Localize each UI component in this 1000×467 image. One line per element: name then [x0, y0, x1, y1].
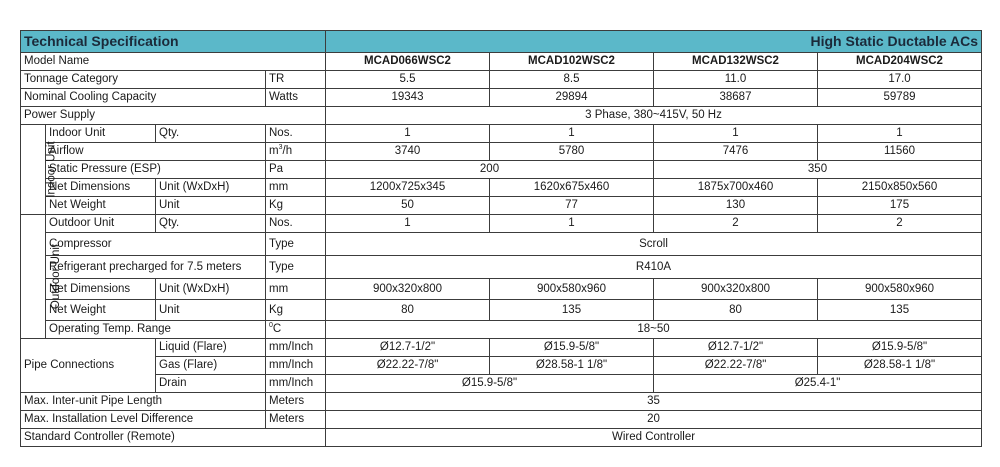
header-right-title: High Static Ductable ACs	[326, 31, 982, 53]
unit-cell: Pa	[266, 161, 326, 179]
value-cell: Ø15.9-5/8"	[490, 339, 654, 357]
pipe-liquid-row	[21, 339, 982, 357]
unit-cell: mm/Inch	[266, 375, 326, 393]
row-label: Refrigerant precharged for 7.5 meters	[46, 256, 266, 279]
indoor-unit-group-label: Indoor Unit	[21, 125, 46, 215]
outdoor-weight-row	[21, 300, 982, 321]
unit-cell: Watts	[266, 89, 326, 107]
value-cell: 900x580x960	[490, 279, 654, 300]
unit-cell: Kg	[266, 197, 326, 215]
sub-label: Qty.	[156, 125, 266, 143]
power-supply-row	[21, 107, 982, 125]
controller-row	[21, 429, 982, 447]
unit-cell: $^0$C	[266, 321, 326, 339]
header-row	[21, 31, 982, 53]
value-cell: 19343	[326, 89, 490, 107]
row-label: Power Supply	[21, 107, 326, 125]
unit-cell: Nos.	[266, 215, 326, 233]
value-cell: 1	[326, 125, 490, 143]
unit-cell: Kg	[266, 300, 326, 321]
value-cell: 2	[654, 215, 818, 233]
value-cell: 59789	[818, 89, 982, 107]
outdoor-unit-group-label: Outdoor Unit	[21, 215, 46, 339]
sub-label: Unit (WxDxH)	[156, 279, 266, 300]
value-cell: 1	[818, 125, 982, 143]
model-name-cell: MCAD102WSC2	[490, 53, 654, 71]
value-cell: 1	[490, 125, 654, 143]
value-cell: Ø25.4-1"	[654, 375, 982, 393]
cooling-capacity-row	[21, 89, 982, 107]
value-cell: Ø28.58-1 1/8"	[818, 357, 982, 375]
sub-label: Unit (WxDxH)	[156, 179, 266, 197]
value-cell: 20	[326, 411, 982, 429]
sub-label: Unit	[156, 197, 266, 215]
unit-cell: Type	[266, 256, 326, 279]
unit-cell: TR	[266, 71, 326, 89]
value-cell: 135	[490, 300, 654, 321]
row-label: Model Name	[21, 53, 326, 71]
unit-cell: mm	[266, 179, 326, 197]
technical-specification-table	[20, 30, 982, 447]
refrigerant-row	[21, 256, 982, 279]
value-cell: 5.5	[326, 71, 490, 89]
value-cell: R410A	[326, 256, 982, 279]
value-cell: 130	[654, 197, 818, 215]
value-cell: 18~50	[326, 321, 982, 339]
pipe-gas-row	[21, 357, 982, 375]
model-row	[21, 53, 982, 71]
outdoor-dimensions-row	[21, 279, 982, 300]
value-cell: 900x320x800	[654, 279, 818, 300]
value-cell: 11560	[818, 143, 982, 161]
max-level-difference-row	[21, 411, 982, 429]
value-cell: 29894	[490, 89, 654, 107]
value-cell: Ø15.9-5/8"	[818, 339, 982, 357]
static-pressure-row	[21, 161, 982, 179]
value-cell: Ø12.7-1/2"	[654, 339, 818, 357]
value-cell: 1	[490, 215, 654, 233]
value-cell: Ø12.7-1/2"	[326, 339, 490, 357]
value-cell: 5780	[490, 143, 654, 161]
row-label: Net Weight	[46, 197, 156, 215]
model-name-cell: MCAD066WSC2	[326, 53, 490, 71]
spec-table-container	[20, 30, 982, 447]
row-label: Nominal Cooling Capacity	[21, 89, 266, 107]
value-cell: 2150x850x560	[818, 179, 982, 197]
value-cell: 35	[326, 393, 982, 411]
row-label: Net Dimensions	[46, 179, 156, 197]
unit-cell: mm/Inch	[266, 339, 326, 357]
value-cell: 3 Phase, 380~415V, 50 Hz	[326, 107, 982, 125]
sub-label: Liquid (Flare)	[156, 339, 266, 357]
value-cell: 350	[654, 161, 982, 179]
airflow-row	[21, 143, 982, 161]
model-name-cell: MCAD204WSC2	[818, 53, 982, 71]
pipe-drain-row	[21, 375, 982, 393]
value-cell: Ø28.58-1 1/8"	[490, 357, 654, 375]
header-left-title: Technical Specification	[21, 31, 326, 53]
compressor-row	[21, 233, 982, 256]
sub-label: Qty.	[156, 215, 266, 233]
row-label: Static Pressure (ESP)	[46, 161, 266, 179]
pipe-connections-label: Pipe Connections	[21, 339, 156, 393]
value-cell: 175	[818, 197, 982, 215]
row-label: Compressor	[46, 233, 266, 256]
value-cell: 11.0	[654, 71, 818, 89]
value-cell: 1	[654, 125, 818, 143]
max-pipe-length-row	[21, 393, 982, 411]
value-cell: Scroll	[326, 233, 982, 256]
value-cell: 135	[818, 300, 982, 321]
unit-cell: Type	[266, 233, 326, 256]
value-cell: 2	[818, 215, 982, 233]
row-label: Tonnage Category	[21, 71, 266, 89]
tonnage-row	[21, 71, 982, 89]
row-label: Net Weight	[46, 300, 156, 321]
indoor-unit-row	[21, 125, 982, 143]
value-cell: 80	[326, 300, 490, 321]
value-cell: 17.0	[818, 71, 982, 89]
outdoor-unit-row	[21, 215, 982, 233]
value-cell: 38687	[654, 89, 818, 107]
sub-label: Drain	[156, 375, 266, 393]
row-label: Indoor Unit	[46, 125, 156, 143]
value-cell: 3740	[326, 143, 490, 161]
value-cell: 900x320x800	[326, 279, 490, 300]
value-cell: Ø22.22-7/8"	[654, 357, 818, 375]
value-cell: 1200x725x345	[326, 179, 490, 197]
unit-cell: mm/Inch	[266, 357, 326, 375]
unit-cell: mm	[266, 279, 326, 300]
value-cell: 1620x675x460	[490, 179, 654, 197]
unit-cell: $m^3/h$	[266, 143, 326, 161]
row-label: Max. Inter-unit Pipe Length	[21, 393, 266, 411]
value-cell: Ø15.9-5/8"	[326, 375, 654, 393]
indoor-dimensions-row	[21, 179, 982, 197]
indoor-weight-row	[21, 197, 982, 215]
row-label: Standard Controller (Remote)	[21, 429, 326, 447]
sub-label: Gas (Flare)	[156, 357, 266, 375]
row-label: Operating Temp. Range	[46, 321, 266, 339]
unit-cell: Meters	[266, 393, 326, 411]
model-name-cell: MCAD132WSC2	[654, 53, 818, 71]
value-cell: 200	[326, 161, 654, 179]
value-cell: 77	[490, 197, 654, 215]
value-cell: Wired Controller	[326, 429, 982, 447]
value-cell: 80	[654, 300, 818, 321]
value-cell: 1875x700x460	[654, 179, 818, 197]
value-cell: 900x580x960	[818, 279, 982, 300]
operating-temp-row	[21, 321, 982, 339]
row-label: Outdoor Unit	[46, 215, 156, 233]
unit-cell: Meters	[266, 411, 326, 429]
value-cell: Ø22.22-7/8"	[326, 357, 490, 375]
row-label: Airflow	[46, 143, 266, 161]
value-cell: 1	[326, 215, 490, 233]
row-label: Net Dimensions	[46, 279, 156, 300]
sub-label: Unit	[156, 300, 266, 321]
value-cell: 7476	[654, 143, 818, 161]
row-label: Max. Installation Level Difference	[21, 411, 266, 429]
unit-cell: Nos.	[266, 125, 326, 143]
value-cell: 8.5	[490, 71, 654, 89]
value-cell: 50	[326, 197, 490, 215]
